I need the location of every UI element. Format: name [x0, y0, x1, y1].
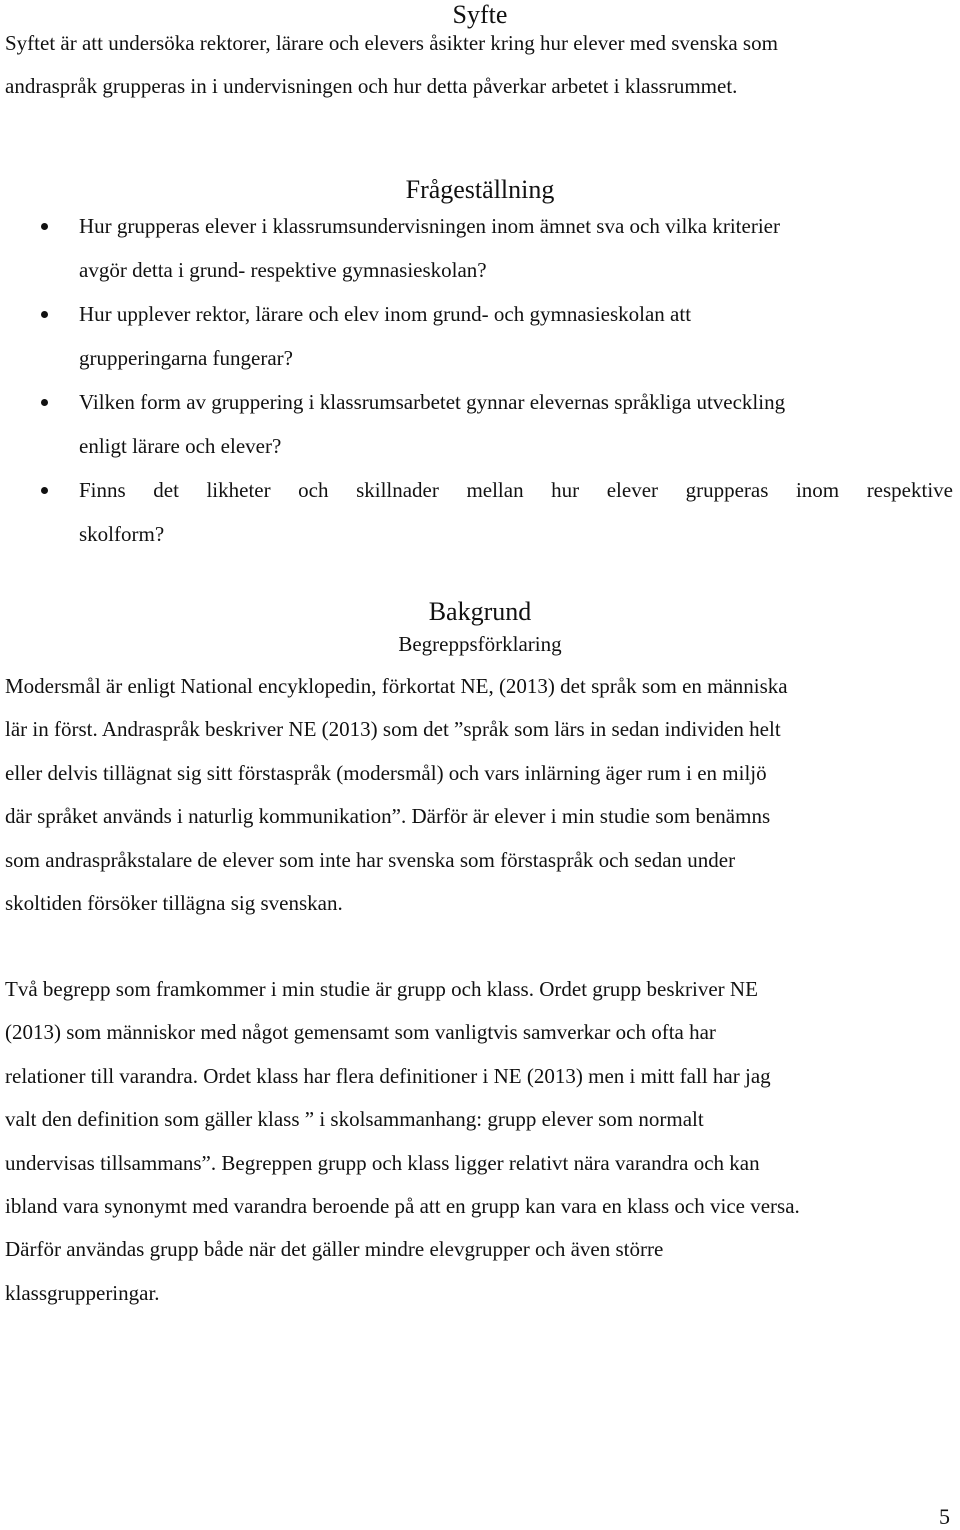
- bakgrund-paragraph-2: [5, 968, 955, 1315]
- question-line: Vilken form av gruppering i klassrumsarbetet gynnar elevernas språkliga utveckling: [79, 390, 786, 414]
- word: och: [298, 478, 329, 502]
- word: elever: [606, 478, 659, 502]
- question-item: [0, 204, 959, 292]
- bullet-icon: [41, 311, 48, 318]
- paragraph-line: ibland vara synonymt med varandra beroende på att en grupp kan vara en klass och vice versa.: [5, 1194, 800, 1219]
- word: mellan: [466, 478, 524, 502]
- bakgrund-heading: Bakgrund: [428, 597, 532, 626]
- begreppsforklaring-subheading: Begreppsförklaring: [398, 632, 562, 656]
- paragraph-line: Modersmål är enligt National encyklopedin, förkortat NE, (2013) det språk som en människa: [5, 674, 788, 698]
- word: skillnader: [356, 478, 439, 502]
- question-line: avgör detta i grund- respektive gymnasieskolan?: [79, 258, 487, 282]
- question-item: [0, 468, 959, 556]
- bakgrund-paragraph-1: [5, 665, 955, 925]
- word: Finns: [79, 478, 126, 502]
- word: det: [153, 478, 179, 502]
- question-line: Hur grupperas elever i klassrumsundervisningen inom ämnet sva och vilka kriterier: [79, 214, 780, 238]
- paragraph-line: (2013) som människor med något gemensamt som vanligtvis samverkar och ofta har: [5, 1020, 716, 1045]
- bullet-icon: [41, 487, 48, 494]
- paragraph-line: Två begrepp som framkommer i min studie är grupp och klass. Ordet grupp beskriver NE: [5, 977, 758, 1001]
- paragraph-line: valt den definition som gäller klass ” i skolsammanhang: grupp elever som normalt: [5, 1107, 704, 1132]
- paragraph-line: där språket används i naturlig kommunikation”. Därför är elever i min studie som benämns: [5, 804, 771, 829]
- page-number: 5: [939, 1504, 950, 1529]
- question-item: [0, 292, 959, 380]
- fragestallning-heading: Frågeställning: [405, 175, 555, 204]
- bullet-icon: [41, 399, 48, 406]
- paragraph-line: som andraspråkstalare de elever som inte har svenska som förstaspråk och sedan under: [5, 847, 736, 872]
- question-list: [0, 204, 960, 556]
- word: respektive: [866, 478, 953, 502]
- question-item: [0, 380, 959, 468]
- syfte-line: Syftet är att undersöka rektorer, lärare och elevers åsikter kring hur elever med svenska som: [5, 31, 778, 55]
- word: hur: [551, 478, 580, 502]
- question-line: grupperingarna fungerar?: [79, 346, 293, 370]
- word: grupperas: [685, 478, 769, 502]
- word: inom: [795, 478, 840, 502]
- paragraph-line: undervisas tillsammans”. Begreppen grupp och klass ligger relativt nära varandra och kan: [5, 1150, 760, 1175]
- word: likheter: [206, 478, 271, 502]
- paragraph-line: lär in först. Andraspråk beskriver NE (2013) som det ”språk som lärs in sedan individen helt: [5, 717, 781, 742]
- question-line: Hur upplever rektor, lärare och elev inom grund- och gymnasieskolan att: [79, 302, 692, 326]
- question-line: skolform?: [79, 522, 165, 546]
- paragraph-line: eller delvis tillägnat sig sitt förstaspråk (modersmål) och vars inlärning äger rum i en miljö: [5, 760, 767, 785]
- paragraph-line: relationer till varandra. Ordet klass har flera definitioner i NE (2013) men i mitt fall har jag: [5, 1063, 771, 1088]
- paragraph-line: skoltiden försöker tillägna sig svenskan.: [5, 891, 343, 916]
- syfte-paragraph: [5, 22, 955, 109]
- paragraph-line: klassgrupperingar.: [5, 1280, 160, 1305]
- bullet-icon: [41, 223, 48, 230]
- syfte-line: andraspråk grupperas in i undervisningen och hur detta påverkar arbetet i klassrummet.: [5, 74, 738, 99]
- question-line-justified: [79, 468, 953, 512]
- syfte-heading: Syfte: [452, 0, 508, 29]
- paragraph-line: Därför användas grupp både när det gäller mindre elevgrupper och även större: [5, 1237, 664, 1262]
- question-line: enligt lärare och elever?: [79, 434, 282, 458]
